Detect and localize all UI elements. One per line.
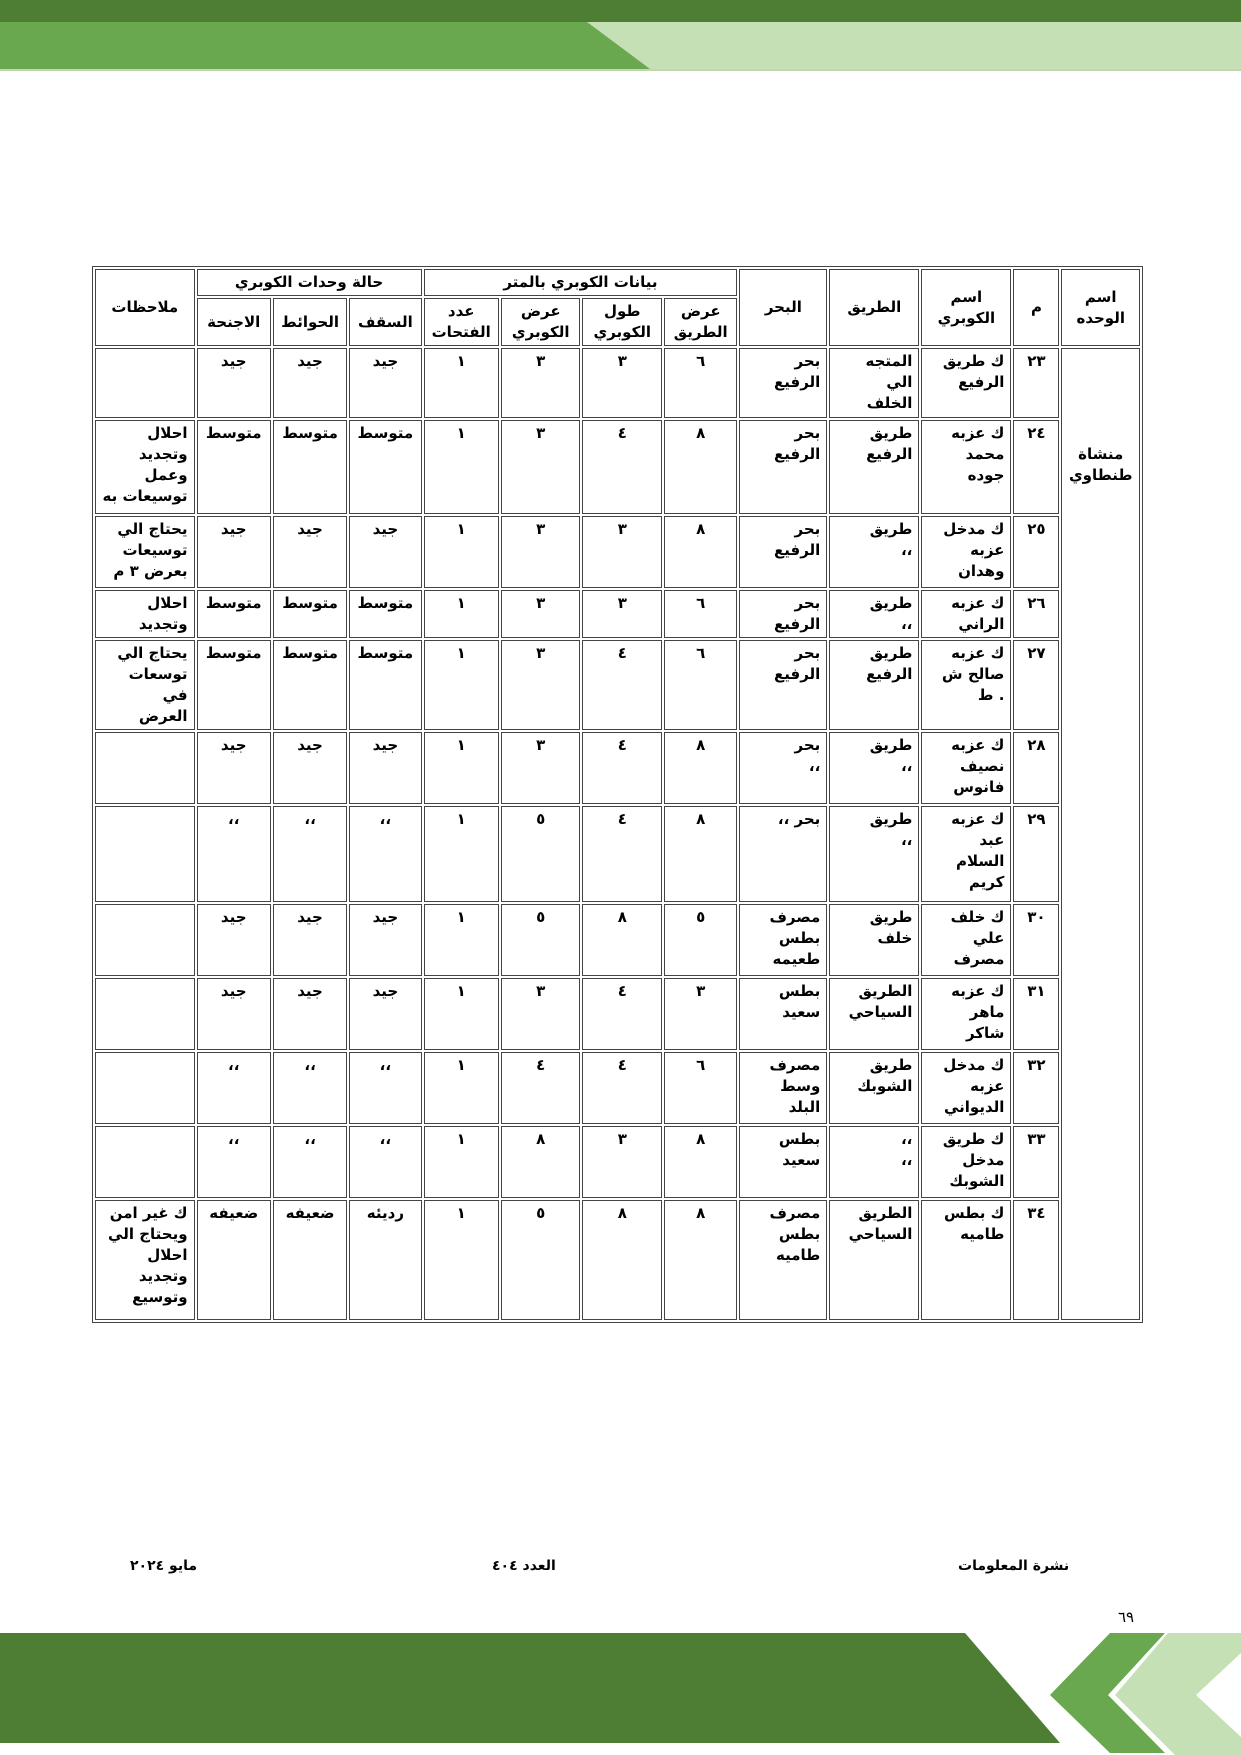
cell-bridge-name: ك خلف علي مصرف bbox=[921, 904, 1011, 976]
cell-bridge-length: ٤ bbox=[582, 1052, 662, 1124]
cell-road: طريق ،، bbox=[829, 806, 919, 902]
cell-walls: جيد bbox=[273, 904, 347, 976]
cell-bridge-length: ٤ bbox=[582, 732, 662, 804]
cell-openings: ١ bbox=[424, 1126, 499, 1198]
cell-notes: احلال وتجديد bbox=[95, 590, 195, 638]
cell-road: الطريق السياحي bbox=[829, 1200, 919, 1320]
cell-bridge-width: ٥ bbox=[501, 904, 581, 976]
header-bridge-width: عرض الكوبري bbox=[501, 298, 581, 346]
bridges-table-container bbox=[92, 266, 1143, 1323]
cell-openings: ١ bbox=[424, 516, 499, 588]
cell-bridge-width: ٣ bbox=[501, 590, 581, 638]
header-notes: ملاحظات bbox=[95, 269, 195, 346]
cell-m: ٣٤ bbox=[1013, 1200, 1059, 1320]
cell-m: ٢٦ bbox=[1013, 590, 1059, 638]
cell-walls: جيد bbox=[273, 516, 347, 588]
footer-issue-number: العدد ٤٠٤ bbox=[492, 1558, 556, 1574]
cell-bridge-name: ك عزبه عبد السلام كريم bbox=[921, 806, 1011, 902]
cell-walls: ،، bbox=[273, 1052, 347, 1124]
header-road-width: عرض الطريق bbox=[664, 298, 737, 346]
cell-road-width: ٣ bbox=[664, 978, 737, 1050]
cell-wings: متوسط bbox=[197, 590, 271, 638]
cell-openings: ١ bbox=[424, 590, 499, 638]
cell-walls: جيد bbox=[273, 348, 347, 418]
cell-notes bbox=[95, 732, 195, 804]
cell-roof: رديئه bbox=[349, 1200, 421, 1320]
cell-road: ،، ،، bbox=[829, 1126, 919, 1198]
header-band-dark bbox=[0, 0, 1241, 22]
cell-road-width: ٨ bbox=[664, 516, 737, 588]
cell-canal: بحر الرفيع bbox=[739, 420, 827, 514]
header-bridge-name: اسم الكوبري bbox=[921, 269, 1011, 346]
cell-m: ٣٣ bbox=[1013, 1126, 1059, 1198]
cell-canal: بطس سعيد bbox=[739, 978, 827, 1050]
footer-band-dark bbox=[0, 1633, 1060, 1743]
cell-wings: جيد bbox=[197, 732, 271, 804]
cell-canal: بحر ،، bbox=[739, 732, 827, 804]
cell-wings: جيد bbox=[197, 348, 271, 418]
cell-canal: بحر الرفيع bbox=[739, 348, 827, 418]
cell-road-width: ٦ bbox=[664, 590, 737, 638]
cell-notes: ك غير امن ويحتاج الي احلال وتجديد وتوسيع bbox=[95, 1200, 195, 1320]
cell-canal: مصرف وسط البلد bbox=[739, 1052, 827, 1124]
header-canal: البحر bbox=[739, 269, 827, 346]
cell-bridge-width: ٣ bbox=[501, 420, 581, 514]
footer-decor-band bbox=[0, 1625, 1241, 1755]
cell-openings: ١ bbox=[424, 1052, 499, 1124]
header-bridge-condition: حالة وحدات الكوبري bbox=[197, 269, 422, 296]
header-bridge-data: بيانات الكوبري بالمتر bbox=[424, 269, 738, 296]
cell-road: الطريق السياحي bbox=[829, 978, 919, 1050]
unit-name-cell bbox=[1061, 348, 1140, 1320]
cell-m: ٢٥ bbox=[1013, 516, 1059, 588]
cell-wings: جيد bbox=[197, 516, 271, 588]
footer-bulletin-name: نشرة المعلومات bbox=[958, 1558, 1070, 1574]
cell-notes bbox=[95, 806, 195, 902]
cell-bridge-name: ك مدخل عزبه الديواني bbox=[921, 1052, 1011, 1124]
cell-canal: بحر الرفيع bbox=[739, 516, 827, 588]
cell-wings: ضعيفه bbox=[197, 1200, 271, 1320]
cell-walls: ضعيفه bbox=[273, 1200, 347, 1320]
header-road: الطريق bbox=[829, 269, 919, 346]
cell-notes: احلال وتجديد وعمل توسيعات به bbox=[95, 420, 195, 514]
cell-notes bbox=[95, 1052, 195, 1124]
cell-road: طريق ،، bbox=[829, 516, 919, 588]
header-openings: عدد الفتحات bbox=[424, 298, 499, 346]
cell-road-width: ٥ bbox=[664, 904, 737, 976]
cell-openings: ١ bbox=[424, 732, 499, 804]
header-m: م bbox=[1013, 269, 1059, 346]
cell-bridge-length: ٤ bbox=[582, 806, 662, 902]
cell-notes: يحتاج الي توسيعات بعرض ٣ م bbox=[95, 516, 195, 588]
table-row bbox=[95, 732, 1140, 804]
table-row bbox=[95, 806, 1140, 902]
cell-road: طريق ،، bbox=[829, 732, 919, 804]
cell-bridge-length: ٨ bbox=[582, 1200, 662, 1320]
cell-road: طريق ،، bbox=[829, 590, 919, 638]
cell-roof: ،، bbox=[349, 1126, 421, 1198]
unit-name-text: منشاة طنطاوي bbox=[1068, 445, 1133, 484]
cell-roof: ،، bbox=[349, 1052, 421, 1124]
cell-openings: ١ bbox=[424, 806, 499, 902]
cell-notes bbox=[95, 348, 195, 418]
cell-walls: جيد bbox=[273, 732, 347, 804]
cell-m: ٣٢ bbox=[1013, 1052, 1059, 1124]
table-header-row-1 bbox=[95, 269, 1140, 296]
cell-canal: مصرف بطس طعيمه bbox=[739, 904, 827, 976]
cell-canal: بحر ،، bbox=[739, 806, 827, 902]
cell-road: طريق الشوبك bbox=[829, 1052, 919, 1124]
cell-wings: متوسط bbox=[197, 420, 271, 514]
cell-bridge-name: ك طريق الرفيع bbox=[921, 348, 1011, 418]
table-row bbox=[95, 1200, 1140, 1320]
cell-openings: ١ bbox=[424, 640, 499, 730]
cell-roof: جيد bbox=[349, 978, 421, 1050]
cell-walls: ،، bbox=[273, 806, 347, 902]
cell-canal: بحر الرفيع bbox=[739, 590, 827, 638]
cell-bridge-length: ٤ bbox=[582, 978, 662, 1050]
cell-m: ٣١ bbox=[1013, 978, 1059, 1050]
page-number: ٦٩ bbox=[1118, 1608, 1135, 1626]
cell-roof: ،، bbox=[349, 806, 421, 902]
cell-walls: متوسط bbox=[273, 590, 347, 638]
cell-bridge-length: ٣ bbox=[582, 590, 662, 638]
table-row bbox=[95, 1126, 1140, 1198]
cell-road-width: ٦ bbox=[664, 348, 737, 418]
table-row bbox=[95, 904, 1140, 976]
table-row bbox=[95, 640, 1140, 730]
cell-bridge-length: ٤ bbox=[582, 420, 662, 514]
table-row bbox=[95, 348, 1140, 418]
table-row bbox=[95, 978, 1140, 1050]
cell-openings: ١ bbox=[424, 978, 499, 1050]
cell-walls: متوسط bbox=[273, 420, 347, 514]
cell-roof: جيد bbox=[349, 516, 421, 588]
cell-m: ٢٣ bbox=[1013, 348, 1059, 418]
cell-bridge-width: ٣ bbox=[501, 516, 581, 588]
cell-m: ٢٨ bbox=[1013, 732, 1059, 804]
cell-bridge-length: ٨ bbox=[582, 904, 662, 976]
cell-bridge-width: ٥ bbox=[501, 1200, 581, 1320]
cell-roof: جيد bbox=[349, 904, 421, 976]
cell-wings: متوسط bbox=[197, 640, 271, 730]
cell-openings: ١ bbox=[424, 348, 499, 418]
cell-bridge-width: ٥ bbox=[501, 806, 581, 902]
cell-openings: ١ bbox=[424, 904, 499, 976]
cell-bridge-width: ٨ bbox=[501, 1126, 581, 1198]
header-band-light bbox=[560, 22, 1241, 69]
cell-roof: جيد bbox=[349, 348, 421, 418]
cell-bridge-name: ك عزبه ماهر شاكر bbox=[921, 978, 1011, 1050]
table-row bbox=[95, 590, 1140, 638]
cell-bridge-length: ٣ bbox=[582, 348, 662, 418]
cell-walls: ،، bbox=[273, 1126, 347, 1198]
cell-bridge-name: ك مدخل عزبه وهدان bbox=[921, 516, 1011, 588]
cell-bridge-name: ك عزبه نصيف فانوس bbox=[921, 732, 1011, 804]
cell-road-width: ٨ bbox=[664, 732, 737, 804]
cell-roof: جيد bbox=[349, 732, 421, 804]
cell-bridge-length: ٤ bbox=[582, 640, 662, 730]
cell-openings: ١ bbox=[424, 1200, 499, 1320]
cell-bridge-name: ك عزبه صالح ش . ط bbox=[921, 640, 1011, 730]
cell-bridge-width: ٣ bbox=[501, 978, 581, 1050]
cell-bridge-width: ٣ bbox=[501, 640, 581, 730]
header-band-mid bbox=[0, 22, 650, 69]
cell-road-width: ٨ bbox=[664, 420, 737, 514]
cell-road-width: ٦ bbox=[664, 1052, 737, 1124]
header-walls: الحوائط bbox=[273, 298, 347, 346]
bridges-table bbox=[92, 266, 1143, 1323]
cell-bridge-width: ٤ bbox=[501, 1052, 581, 1124]
header-wings: الاجنحة bbox=[197, 298, 271, 346]
cell-notes bbox=[95, 978, 195, 1050]
cell-wings: ،، bbox=[197, 1126, 271, 1198]
cell-road: طريق الرفيع bbox=[829, 420, 919, 514]
cell-bridge-width: ٣ bbox=[501, 348, 581, 418]
cell-notes bbox=[95, 904, 195, 976]
cell-roof: متوسط bbox=[349, 590, 421, 638]
header-roof: السقف bbox=[349, 298, 421, 346]
cell-wings: ،، bbox=[197, 1052, 271, 1124]
cell-road-width: ٨ bbox=[664, 1126, 737, 1198]
cell-walls: جيد bbox=[273, 978, 347, 1050]
cell-wings: جيد bbox=[197, 904, 271, 976]
cell-bridge-name: ك عزبه محمد جوده bbox=[921, 420, 1011, 514]
cell-roof: متوسط bbox=[349, 640, 421, 730]
table-row bbox=[95, 1052, 1140, 1124]
cell-road: طريق خلف bbox=[829, 904, 919, 976]
cell-wings: ،، bbox=[197, 806, 271, 902]
cell-roof: متوسط bbox=[349, 420, 421, 514]
cell-m: ٣٠ bbox=[1013, 904, 1059, 976]
header-bridge-length: طول الكوبري bbox=[582, 298, 662, 346]
table-row bbox=[95, 516, 1140, 588]
cell-road-width: ٨ bbox=[664, 806, 737, 902]
footer-date: مايو ٢٠٢٤ bbox=[130, 1558, 198, 1574]
cell-notes bbox=[95, 1126, 195, 1198]
cell-notes: يحتاج الي توسعات في العرض bbox=[95, 640, 195, 730]
cell-road-width: ٨ bbox=[664, 1200, 737, 1320]
cell-bridge-length: ٣ bbox=[582, 516, 662, 588]
cell-wings: جيد bbox=[197, 978, 271, 1050]
cell-canal: بحر الرفيع bbox=[739, 640, 827, 730]
cell-road-width: ٦ bbox=[664, 640, 737, 730]
cell-bridge-name: ك طريق مدخل الشوبك bbox=[921, 1126, 1011, 1198]
cell-m: ٢٩ bbox=[1013, 806, 1059, 902]
cell-openings: ١ bbox=[424, 420, 499, 514]
cell-bridge-name: ك بطس طاميه bbox=[921, 1200, 1011, 1320]
cell-walls: متوسط bbox=[273, 640, 347, 730]
cell-m: ٢٧ bbox=[1013, 640, 1059, 730]
cell-road: المتجه الي الخلف bbox=[829, 348, 919, 418]
cell-canal: بطس سعيد bbox=[739, 1126, 827, 1198]
header-decor-band bbox=[0, 0, 1241, 72]
table-row bbox=[95, 420, 1140, 514]
cell-bridge-width: ٣ bbox=[501, 732, 581, 804]
table-body bbox=[95, 348, 1140, 1320]
cell-bridge-name: ك عزبه الراني bbox=[921, 590, 1011, 638]
cell-m: ٢٤ bbox=[1013, 420, 1059, 514]
cell-canal: مصرف بطس طاميه bbox=[739, 1200, 827, 1320]
header-unit-name: اسم الوحده bbox=[1061, 269, 1140, 346]
cell-road: طريق الرفيع bbox=[829, 640, 919, 730]
cell-bridge-length: ٣ bbox=[582, 1126, 662, 1198]
